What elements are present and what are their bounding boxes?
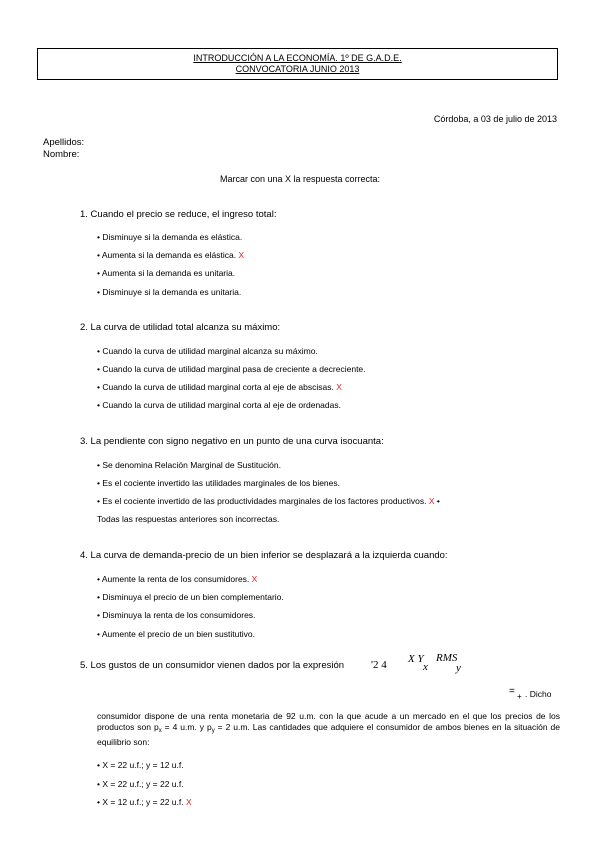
answer-mark: X — [186, 797, 192, 807]
header-title: INTRODUCCIÓN A LA ECONOMÍA. 1º DE G.A.D.E. — [193, 53, 402, 63]
exam-date: Córdoba, a 03 de julio de 2013 — [433, 114, 557, 124]
answer-mark: X — [428, 496, 435, 506]
q4-option-d: • Aumente el precio de un bien sustitutivo. — [97, 629, 255, 639]
question-1: 1. Cuando el precio se reduce, el ingreso total: — [80, 209, 277, 220]
q4-option-c: • Disminuya la renta de los consumidores. — [97, 610, 256, 620]
q5-option-b: • X = 22 u.f.; y = 22 u.f. — [97, 779, 184, 789]
q5-option-a: • X = 22 u.f.; y = 12 u.f. — [97, 760, 184, 770]
q2-option-b: • Cuando la curva de utilidad marginal pasa de creciente a decreciente. — [97, 364, 366, 374]
q2-option-c: • Cuando la curva de utilidad marginal corta al eje de abscisas. X — [97, 382, 342, 392]
answer-mark: X — [238, 250, 245, 260]
q1-option-b: • Aumenta si la demanda es elástica. X — [97, 250, 245, 260]
q3-option-c: • Es el cociente invertido de las productividades marginales de los factores productivos. X • — [97, 496, 440, 506]
header-subtitle: CONVOCATORIA JUNIO 2013 — [235, 64, 360, 74]
q1-option-a: • Disminuye si la demanda es elástica. — [97, 232, 243, 242]
apellidos-label: Apellidos: — [43, 137, 85, 148]
formula-part-e: y — [456, 662, 461, 674]
formula-part-d: RMS — [436, 652, 458, 664]
exam-header — [37, 48, 558, 80]
instructions: Marcar con una X la respuesta correcta: — [219, 174, 381, 184]
q5-paragraph: consumidor dispone de una renta monetaria de 92 u.m. con la que acude a un mercado en el que los precios de los productos son $p_x = 4$ u.m. y $p_y = 2$ u.m. Las cantidades que adquiere el consumidor de ambos bienes en la situación de equilibrio son: — [97, 711, 560, 747]
q5-option-c: • X = 12 u.f.; y = 22 u.f. X — [97, 797, 192, 807]
q4-option-b: • Disminuya el precio de un bien complementario. — [97, 592, 284, 602]
question-3: 3. La pendiente con signo negativo en un punto de una curva isocuanta: — [80, 436, 384, 447]
formula-equals: = — [509, 686, 515, 697]
q2-option-a: • Cuando la curva de utilidad marginal alcanza su máximo. — [97, 346, 318, 356]
formula-part-b: X Y — [408, 653, 424, 665]
nombre-label: Nombre: — [43, 149, 80, 160]
q2-option-d: • Cuando la curva de utilidad marginal corta al eje de ordenadas. — [97, 400, 341, 410]
formula-part-c: x — [423, 661, 428, 673]
question-2: 2. La curva de utilidad total alcanza su máximo: — [80, 322, 281, 333]
q3-option-b: • Es el cociente invertido las utilidades marginales de los bienes. — [97, 478, 340, 488]
formula-continuation: . Dicho — [525, 689, 552, 699]
formula-part-a: '2 4 — [371, 659, 387, 671]
q3-option-d: Todas las respuestas anteriores son incorrectas. — [97, 514, 280, 524]
q1-option-c: • Aumenta si la demanda es unitaria. — [97, 268, 236, 278]
q4-option-a: • Aumente la renta de los consumidores. X — [97, 574, 258, 584]
q3-option-a: • Se denomina Relación Marginal de Sustitución. — [97, 460, 281, 470]
q1-option-d: • Disminuye si la demanda es unitaria. — [97, 287, 242, 297]
answer-mark: X — [336, 382, 342, 392]
answer-mark: X — [251, 574, 258, 584]
question-4: 4. La curva de demanda-precio de un bien inferior se desplazará a la izquierda cuando: — [80, 550, 448, 561]
formula-plus: + — [517, 692, 522, 701]
question-5: 5. Los gustos de un consumidor vienen dados por la expresión — [80, 660, 345, 671]
